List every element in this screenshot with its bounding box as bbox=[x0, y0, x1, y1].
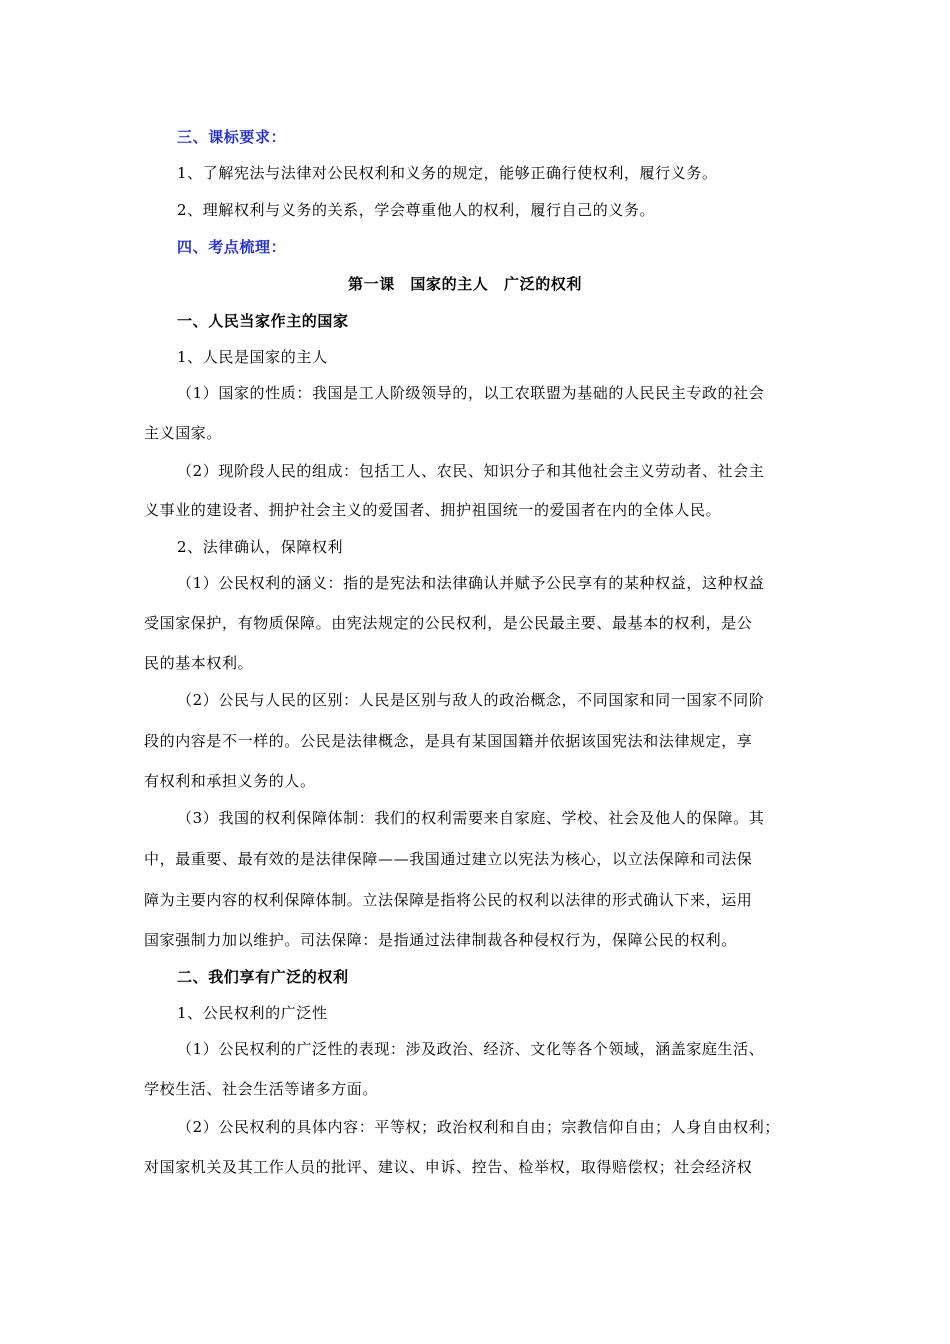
s1-p1-line2: 主义国家。 bbox=[144, 424, 223, 442]
s1-p5-line3: 障为主要内容的权利保障体制。立法保障是指将公民的权利以法律的形式确认下来，运用 bbox=[144, 891, 753, 909]
s1-p4-line2: 段的内容是不一样的。公民是法律概念，是具有某国国籍并依据该国宪法和法律规定，享 bbox=[144, 732, 753, 750]
s1-p3-line1: （1）公民权利的涵义：指的是宪法和法律确认并赋予公民享有的某种权益，这种权益 bbox=[177, 574, 765, 592]
s1-p5-line4: 国家强制力加以维护。司法保障：是指通过法律制裁各种侵权行为，保障公民的权利。 bbox=[144, 931, 737, 949]
section1-heading: 一、人民当家作主的国家 bbox=[177, 312, 349, 330]
section1-sub1: 1、人民是国家的主人 bbox=[177, 348, 328, 366]
s2-p1-line1: （1）公民权利的广泛性的表现：涉及政治、经济、文化等各个领域，涵盖家庭生活、 bbox=[177, 1040, 765, 1058]
s1-p3-line2: 受国家保护，有物质保障。由宪法规定的公民权利，是公民最主要、最基本的权利，是公 bbox=[144, 614, 753, 632]
s2-p2-line2: 对国家机关及其工作人员的批评、建议、申诉、控告、检举权，取得赔偿权；社会经济权 bbox=[144, 1158, 753, 1176]
s1-p1-line1: （1）国家的性质：我国是工人阶级领导的，以工农联盟为基础的人民民主专政的社会 bbox=[177, 384, 765, 402]
s1-p3-line3: 民的基本权利。 bbox=[144, 654, 254, 672]
s1-p2-line2: 义事业的建设者、拥护社会主义的爱国者、拥护祖国统一的爱国者在内的全体人民。 bbox=[144, 501, 722, 519]
lesson-title: 第一课 国家的主人 广泛的权利 bbox=[348, 275, 583, 293]
section2-sub1: 1、公民权利的广泛性 bbox=[177, 1004, 328, 1022]
s2-p1-line2: 学校生活、社会生活等诸多方面。 bbox=[144, 1080, 379, 1098]
s2-p2-line1: （2）公民权利的具体内容：平等权；政治权利和自由；宗教信仰自由；人身自由权利； bbox=[177, 1118, 780, 1136]
s1-p4-line3: 有权利和承担义务的人。 bbox=[144, 772, 316, 790]
s1-p5-line2: 中，最重要、最有效的是法律保障——我国通过建立以宪法为核心，以立法保障和司法保 bbox=[144, 850, 753, 868]
points-heading: 四、考点梳理： bbox=[177, 238, 287, 256]
s1-p5-line1: （3）我国的权利保障体制：我们的权利需要来自家庭、学校、社会及他人的保障。其 bbox=[177, 809, 765, 827]
s1-p4-line1: （2）公民与人民的区别：人民是区别与敌人的政治概念，不同国家和同一国家不同阶 bbox=[177, 691, 765, 709]
section1-sub2: 2、法律确认，保障权利 bbox=[177, 538, 344, 556]
section2-heading: 二、我们享有广泛的权利 bbox=[177, 968, 349, 986]
standard-item-1: 1、了解宪法与法律对公民权利和义务的规定，能够正确行使权利，履行义务。 bbox=[177, 164, 718, 182]
s1-p2-line1: （2）现阶段人民的组成：包括工人、农民、知识分子和其他社会主义劳动者、社会主 bbox=[177, 462, 765, 480]
standard-item-2: 2、理解权利与义务的关系，学会尊重他人的权利，履行自己的义务。 bbox=[177, 201, 656, 219]
standards-heading: 三、课标要求： bbox=[177, 128, 287, 146]
